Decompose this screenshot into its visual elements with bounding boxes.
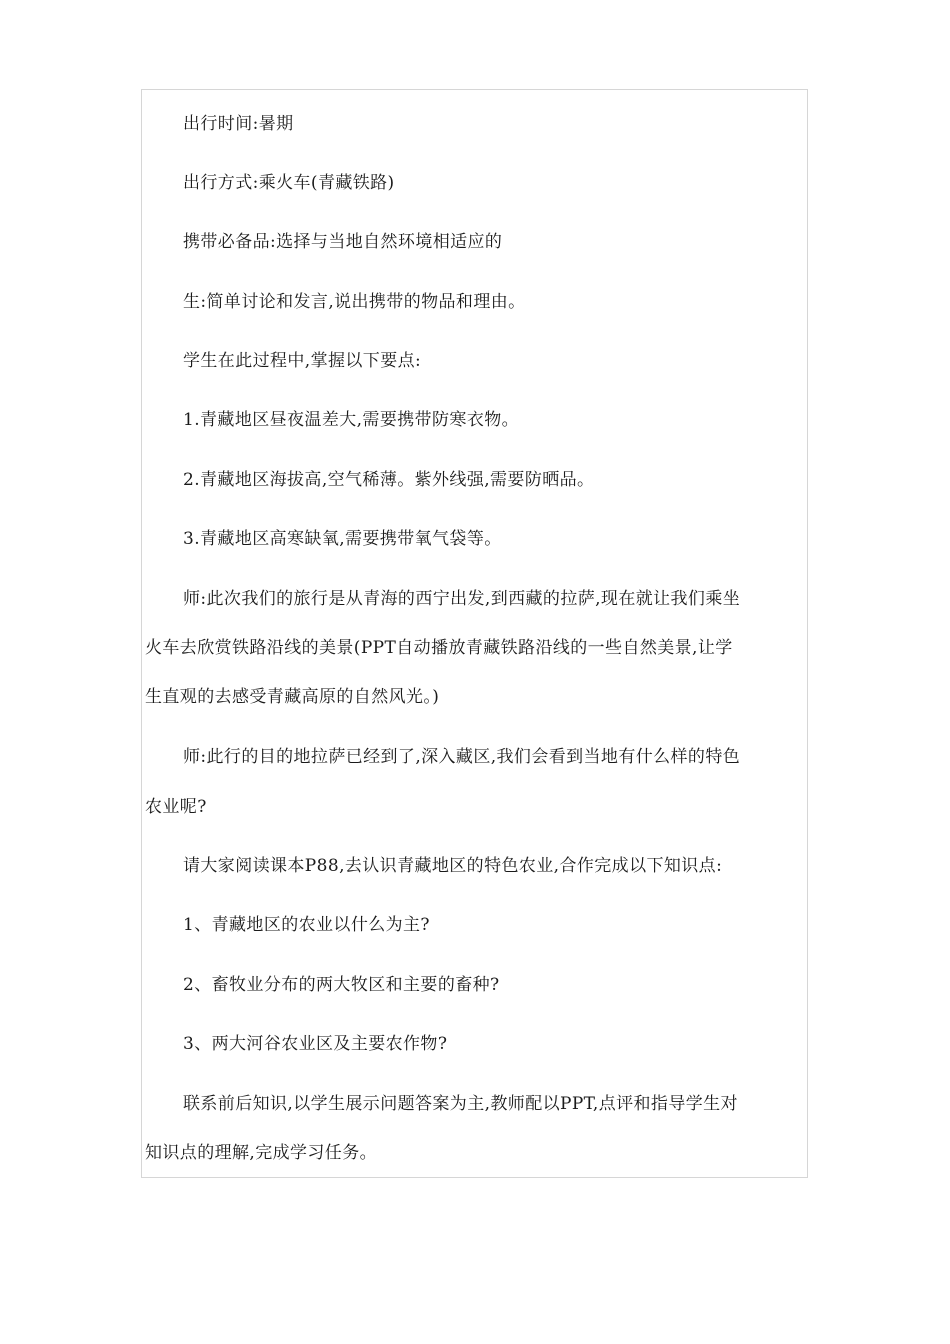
paragraph-essentials: 携带必备品:选择与当地自然环境相适应的 (183, 232, 503, 252)
paragraph-summary-line-2: 知识点的理解,完成学习任务。 (145, 1143, 378, 1163)
paragraph-travel-mode: 出行方式:乘火车(青藏铁路) (183, 173, 395, 193)
paragraph-reading-task: 请大家阅读课本P88,去认识青藏地区的特色农业,合作完成以下知识点: (183, 856, 723, 876)
paragraph-teacher-journey-line-2: 火车去欣赏铁路沿线的美景(PPT自动播放青藏铁路沿线的一些自然美景,让学 (145, 638, 733, 658)
list-item-point-3: 3.青藏地区高寒缺氧,需要携带氧气袋等。 (183, 529, 502, 549)
paragraph-teacher-arrival-line-2: 农业呢? (145, 797, 207, 817)
paragraph-teacher-journey-line-1: 师:此次我们的旅行是从青海的西宁出发,到西藏的拉萨,现在就让我们乘坐 (183, 589, 741, 609)
paragraph-summary-line-1: 联系前后知识,以学生展示问题答案为主,教师配以PPT,点评和指导学生对 (183, 1094, 738, 1114)
list-item-question-2: 2、畜牧业分布的两大牧区和主要的畜种? (183, 975, 500, 995)
list-item-point-2: 2.青藏地区海拔高,空气稀薄。紫外线强,需要防晒品。 (183, 470, 595, 490)
list-item-question-1: 1、青藏地区的农业以什么为主? (183, 915, 430, 935)
paragraph-teacher-arrival-line-1: 师:此行的目的地拉萨已经到了,深入藏区,我们会看到当地有什么样的特色 (183, 747, 741, 767)
list-item-question-3: 3、两大河谷农业区及主要农作物? (183, 1034, 448, 1054)
list-item-point-1: 1.青藏地区昼夜温差大,需要携带防寒衣物。 (183, 410, 520, 430)
paragraph-teacher-journey-line-3: 生直观的去感受青藏高原的自然风光。) (145, 687, 440, 707)
document-frame (141, 89, 808, 1178)
paragraph-travel-time: 出行时间:暑期 (183, 114, 294, 134)
paragraph-student-discussion: 生:简单讨论和发言,说出携带的物品和理由。 (183, 292, 526, 312)
paragraph-key-points-intro: 学生在此过程中,掌握以下要点: (183, 351, 422, 371)
